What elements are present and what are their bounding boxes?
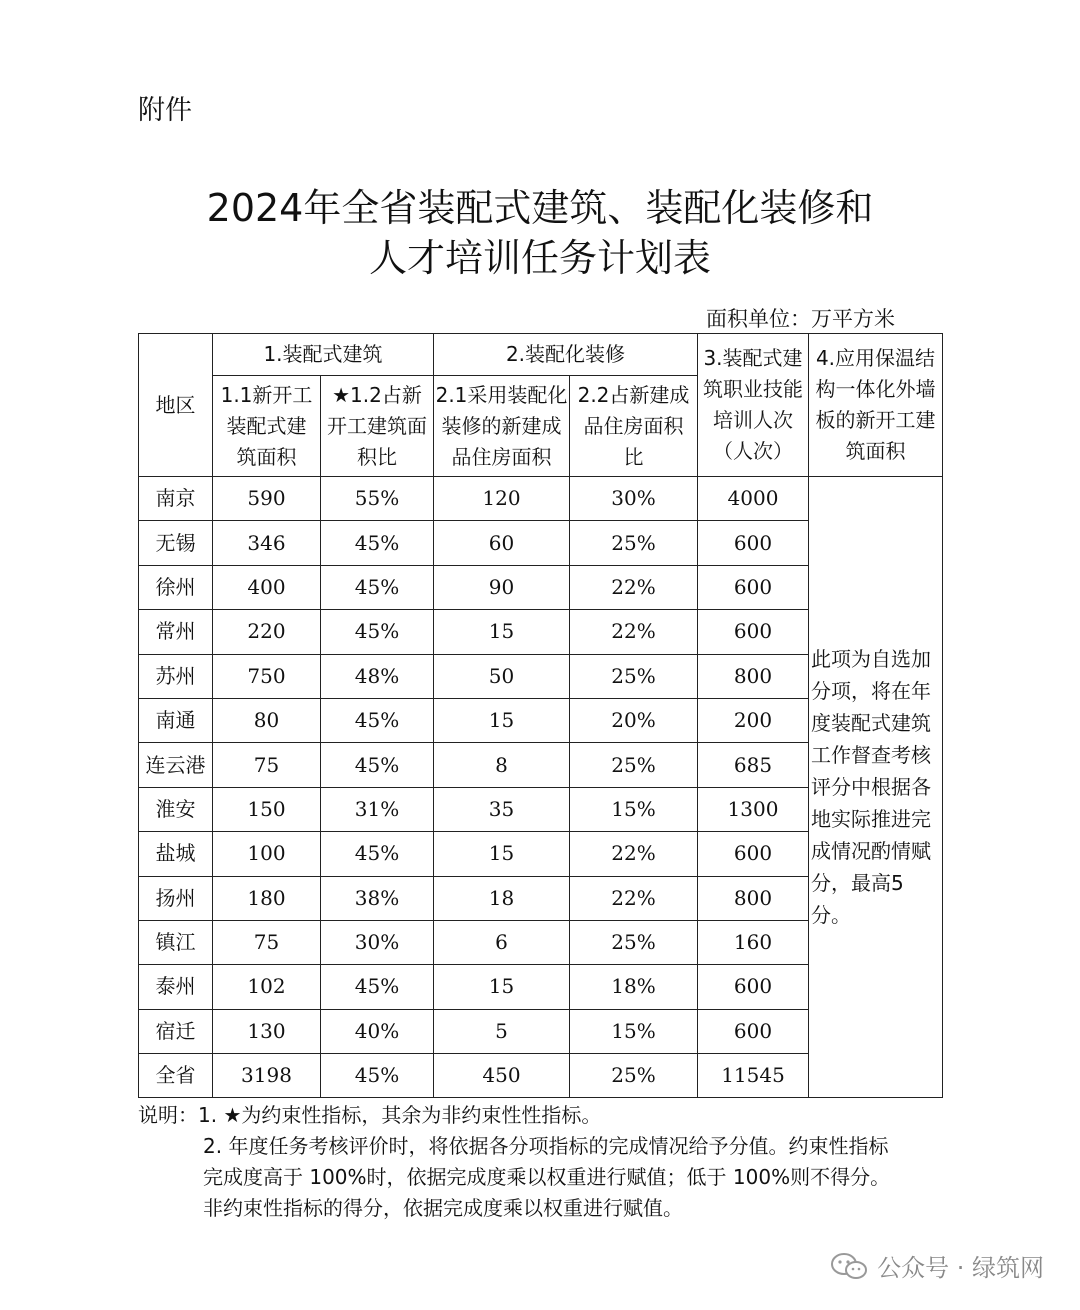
cell-prefab-ratio: 45% [321, 743, 434, 787]
cell-fitout-ratio: 20% [570, 698, 698, 742]
page-title [0, 183, 1080, 283]
cell-prefab-ratio: 45% [321, 521, 434, 565]
cell-prefab-ratio: 40% [321, 1009, 434, 1053]
header-col-4: 4.应用保温结构一体化外墙板的新开工建筑面积 [809, 334, 943, 477]
cell-fitout-area: 15 [434, 698, 570, 742]
cell-fitout-area: 5 [434, 1009, 570, 1053]
cell-training-count: 600 [698, 521, 809, 565]
cell-new-prefab-area: 130 [213, 1009, 321, 1053]
cell-training-count: 600 [698, 1009, 809, 1053]
cell-region: 徐州 [139, 565, 213, 609]
cell-new-prefab-area: 75 [213, 743, 321, 787]
cell-training-count: 685 [698, 743, 809, 787]
unit-label: 面积单位：万平方米 [706, 307, 895, 331]
cell-prefab-ratio: 55% [321, 477, 434, 521]
attachment-label: 附件 [138, 95, 192, 126]
cell-fitout-ratio: 15% [570, 1009, 698, 1053]
cell-prefab-ratio: 45% [321, 1054, 434, 1098]
cell-region: 全省 [139, 1054, 213, 1098]
cell-region: 连云港 [139, 743, 213, 787]
header-col-2-1: 2.1采用装配化装修的新建成品住房面积 [434, 376, 570, 477]
cell-prefab-ratio: 45% [321, 610, 434, 654]
cell-fitout-ratio: 25% [570, 521, 698, 565]
cell-new-prefab-area: 220 [213, 610, 321, 654]
task-plan-table [138, 333, 943, 1098]
cell-region: 宿迁 [139, 1009, 213, 1053]
title-line-2: 人才培训任务计划表 [368, 236, 711, 280]
cell-training-count: 160 [698, 920, 809, 964]
cell-region: 南京 [139, 477, 213, 521]
cell-new-prefab-area: 75 [213, 920, 321, 964]
cell-fitout-area: 18 [434, 876, 570, 920]
cell-new-prefab-area: 80 [213, 698, 321, 742]
cell-training-count: 800 [698, 654, 809, 698]
cell-fitout-ratio: 22% [570, 610, 698, 654]
wechat-icon [829, 1251, 869, 1281]
cell-training-count: 200 [698, 698, 809, 742]
cell-fitout-area: 35 [434, 787, 570, 831]
cell-region: 南通 [139, 698, 213, 742]
cell-region: 常州 [139, 610, 213, 654]
note-line-2: 2. 年度任务考核评价时，将依据各分项指标的完成情况给予分值。约束性指标 [203, 1134, 889, 1158]
cell-fitout-area: 15 [434, 965, 570, 1009]
cell-training-count: 600 [698, 832, 809, 876]
notes [138, 1100, 890, 1224]
cell-region: 盐城 [139, 832, 213, 876]
watermark [829, 1248, 1044, 1283]
cell-training-count: 1300 [698, 787, 809, 831]
note-line-4: 非约束性指标的得分，依据完成度乘以权重进行赋值。 [203, 1196, 683, 1220]
cell-new-prefab-area: 102 [213, 965, 321, 1009]
cell-region: 淮安 [139, 787, 213, 831]
cell-training-count: 600 [698, 965, 809, 1009]
cell-fitout-ratio: 22% [570, 876, 698, 920]
header-col-1-1: 1.1新开工装配式建筑面积 [213, 376, 321, 477]
cell-fitout-ratio: 22% [570, 832, 698, 876]
cell-training-count: 600 [698, 610, 809, 654]
cell-fitout-ratio: 18% [570, 965, 698, 1009]
cell-new-prefab-area: 150 [213, 787, 321, 831]
cell-fitout-ratio: 25% [570, 654, 698, 698]
cell-prefab-ratio: 45% [321, 965, 434, 1009]
header-col-3: 3.装配式建筑职业技能培训人次（人次） [698, 334, 809, 477]
cell-region: 苏州 [139, 654, 213, 698]
cell-new-prefab-area: 590 [213, 477, 321, 521]
cell-fitout-ratio: 15% [570, 787, 698, 831]
cell-prefab-ratio: 45% [321, 698, 434, 742]
cell-fitout-ratio: 25% [570, 1054, 698, 1098]
cell-prefab-ratio: 38% [321, 876, 434, 920]
cell-fitout-ratio: 22% [570, 565, 698, 609]
cell-prefab-ratio: 30% [321, 920, 434, 964]
cell-prefab-ratio: 45% [321, 565, 434, 609]
header-region: 地区 [139, 334, 213, 477]
cell-prefab-ratio: 48% [321, 654, 434, 698]
cell-fitout-area: 450 [434, 1054, 570, 1098]
note-line-3: 完成度高于 100%时，依据完成度乘以权重进行赋值；低于 100%则不得分。 [203, 1165, 891, 1189]
cell-fitout-area: 60 [434, 521, 570, 565]
header-col-1-2: ★1.2占新开工建筑面积比 [321, 376, 434, 477]
watermark-text: 公众号 · 绿筑网 [877, 1254, 1044, 1282]
cell-training-count: 4000 [698, 477, 809, 521]
cell-new-prefab-area: 100 [213, 832, 321, 876]
cell-fitout-area: 90 [434, 565, 570, 609]
cell-fitout-ratio: 25% [570, 743, 698, 787]
cell-new-prefab-area: 3198 [213, 1054, 321, 1098]
header-group-1: 1.装配式建筑 [213, 334, 434, 376]
cell-region: 无锡 [139, 521, 213, 565]
cell-fitout-area: 6 [434, 920, 570, 964]
title-line-1: 2024年全省装配式建筑、装配化装修和 [206, 186, 874, 230]
col4-note: 此项为自选加分项，将在年度装配式建筑工作督查考核评分中根据各地实际推进完成情况酌情赋分，最高5分。 [809, 477, 943, 1098]
cell-training-count: 600 [698, 565, 809, 609]
cell-fitout-ratio: 30% [570, 477, 698, 521]
cell-fitout-area: 120 [434, 477, 570, 521]
cell-new-prefab-area: 180 [213, 876, 321, 920]
cell-region: 泰州 [139, 965, 213, 1009]
table-row [139, 477, 943, 521]
cell-region: 镇江 [139, 920, 213, 964]
cell-prefab-ratio: 45% [321, 832, 434, 876]
cell-training-count: 800 [698, 876, 809, 920]
header-group-2: 2.装配化装修 [434, 334, 698, 376]
cell-fitout-area: 50 [434, 654, 570, 698]
cell-new-prefab-area: 346 [213, 521, 321, 565]
cell-new-prefab-area: 750 [213, 654, 321, 698]
cell-training-count: 11545 [698, 1054, 809, 1098]
cell-fitout-area: 8 [434, 743, 570, 787]
cell-fitout-area: 15 [434, 832, 570, 876]
cell-region: 扬州 [139, 876, 213, 920]
cell-fitout-area: 15 [434, 610, 570, 654]
note-line-1: 说明：1. ★为约束性指标，其余为非约束性性指标。 [138, 1103, 602, 1127]
cell-new-prefab-area: 400 [213, 565, 321, 609]
cell-fitout-ratio: 25% [570, 920, 698, 964]
cell-prefab-ratio: 31% [321, 787, 434, 831]
header-col-2-2: 2.2占新建成品住房面积比 [570, 376, 698, 477]
